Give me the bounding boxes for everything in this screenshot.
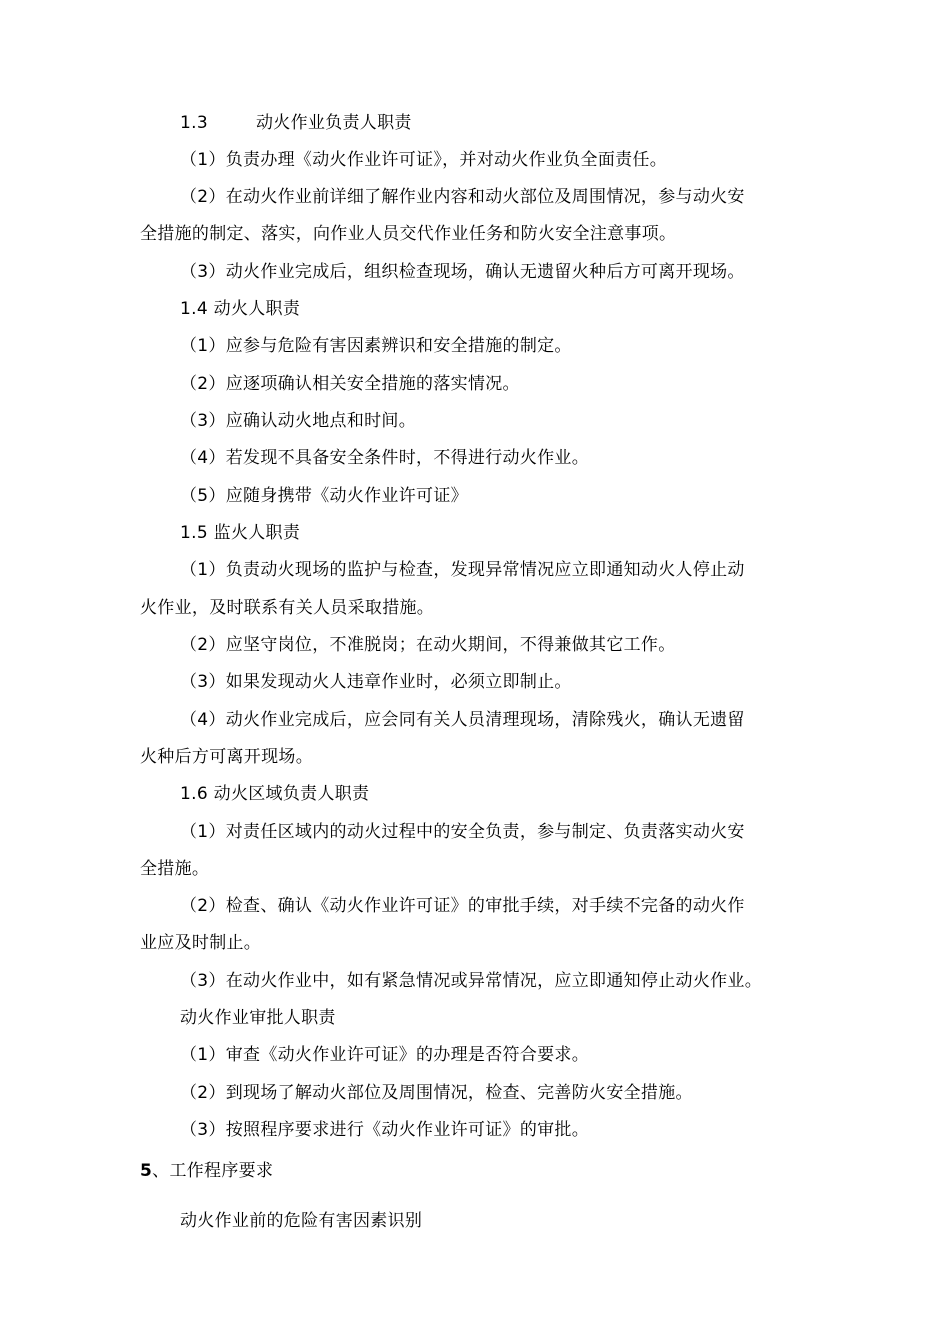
paragraph: （3）在动火作业中，如有紧急情况或异常情况，应立即通知停止动火作业。 — [180, 971, 763, 991]
paragraph: （1）负责办理《动火作业许可证》，并对动火作业负全面责任。 — [180, 150, 668, 170]
section-heading-1-6: 1.6 动火区域负责人职责 — [180, 784, 370, 804]
paragraph: （5）应随身携带《动火作业许可证》 — [180, 486, 468, 506]
chapter-title: 、工作程序要求 — [152, 1161, 274, 1181]
heading-text: 动火作业负责人职责 — [256, 113, 412, 133]
paragraph: （1）应参与危险有害因素辨识和安全措施的制定。 — [180, 336, 572, 356]
paragraph: （1）负责动火现场的监护与检查，发现异常情况应立即通知动火人停止动 — [180, 560, 745, 580]
paragraph: （3）应确认动火地点和时间。 — [180, 411, 417, 431]
paragraph: （2）应坚守岗位，不准脱岗；在动火期间，不得兼做其它工作。 — [180, 635, 676, 655]
chapter-heading-5 — [140, 1160, 273, 1182]
subsection-heading: 动火作业前的危险有害因素识别 — [180, 1211, 423, 1231]
paragraph: （3）按照程序要求进行《动火作业许可证》的审批。 — [180, 1120, 590, 1140]
paragraph-continuation: 全措施的制定、落实，向作业人员交代作业任务和防火安全注意事项。 — [140, 224, 677, 244]
paragraph: （2）检查、确认《动火作业许可证》的审批手续，对手续不完备的动火作 — [180, 896, 745, 916]
section-heading-approver: 动火作业审批人职责 — [180, 1008, 336, 1028]
paragraph-continuation: 业应及时制止。 — [140, 933, 262, 953]
paragraph-continuation: 火作业，及时联系有关人员采取措施。 — [140, 598, 435, 618]
paragraph: （1）对责任区域内的动火过程中的安全负责，参与制定、负责落实动火安 — [180, 822, 745, 842]
paragraph: （4）若发现不具备安全条件时，不得进行动火作业。 — [180, 448, 590, 468]
paragraph: （4）动火作业完成后，应会同有关人员清理现场，清除残火，确认无遗留 — [180, 710, 745, 730]
paragraph: （3）如果发现动火人违章作业时，必须立即制止。 — [180, 672, 572, 692]
section-heading-1-5: 1.5 监火人职责 — [180, 523, 301, 543]
paragraph: （2）到现场了解动火部位及周围情况，检查、完善防火安全措施。 — [180, 1083, 693, 1103]
paragraph: （1）审查《动火作业许可证》的办理是否符合要求。 — [180, 1045, 590, 1065]
paragraph: （2）应逐项确认相关安全措施的落实情况。 — [180, 374, 520, 394]
section-heading-1-4: 1.4 动火人职责 — [180, 299, 301, 319]
heading-number: 1.3 — [180, 113, 208, 133]
paragraph: （2）在动火作业前详细了解作业内容和动火部位及周围情况，参与动火安 — [180, 187, 745, 207]
paragraph-continuation: 全措施。 — [140, 859, 210, 879]
section-heading-1-3 — [180, 112, 412, 134]
paragraph: （3）动火作业完成后，组织检查现场，确认无遗留火种后方可离开现场。 — [180, 262, 745, 282]
paragraph-continuation: 火种后方可离开现场。 — [140, 747, 313, 767]
chapter-number: 5 — [140, 1161, 153, 1181]
